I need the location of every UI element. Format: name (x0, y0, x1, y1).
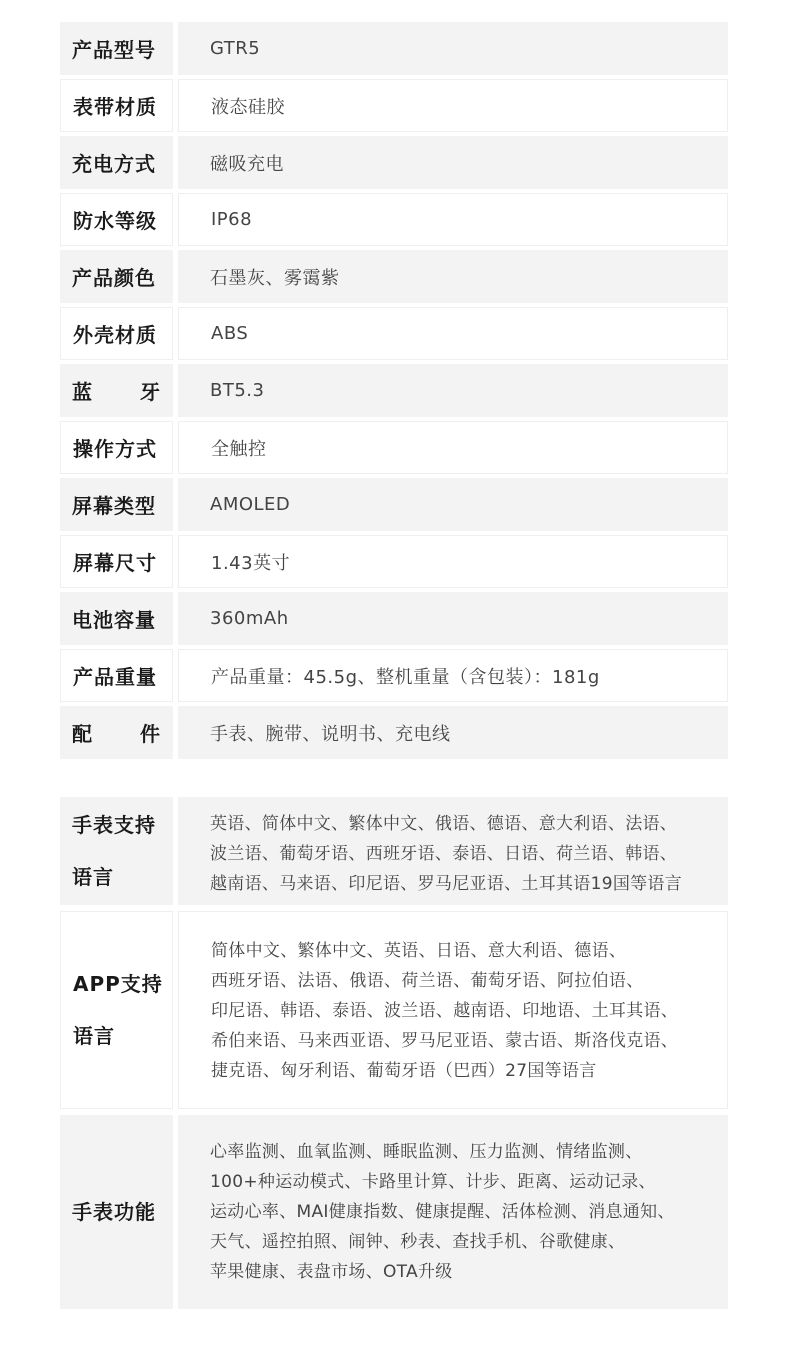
spec-value: 产品重量：45.5g、整机重量（含包装）：181g (178, 649, 728, 702)
text-line: 印尼语、韩语、泰语、波兰语、越南语、印地语、土耳其语、 (211, 1001, 679, 1021)
spec-label-char: 件 (140, 722, 161, 746)
app-languages-block (60, 911, 728, 1109)
label-line: 手表支持 (72, 813, 156, 837)
spec-value: 360mAh (178, 592, 728, 645)
watch-languages-label (60, 797, 173, 905)
spec-row-color (60, 250, 728, 303)
text-line: 100+种运动模式、卡路里计算、计步、距离、运动记录、 (210, 1172, 656, 1192)
watch-languages-value (178, 797, 728, 905)
text-line: 运动心率、MAI健康指数、健康提醒、活体检测、消息通知、 (210, 1202, 675, 1222)
spec-label (60, 364, 173, 417)
spec-row-waterproof (60, 193, 728, 246)
text-line: 简体中文、繁体中文、英语、日语、意大利语、德语、 (211, 941, 627, 961)
text-line: 希伯来语、马来西亚语、罗马尼亚语、蒙古语、斯洛伐克语、 (211, 1031, 679, 1051)
spec-value: 石墨灰、雾霭紫 (178, 250, 728, 303)
app-languages-value (178, 911, 728, 1109)
spec-value: 全触控 (178, 421, 728, 474)
text-line: 苹果健康、表盘市场、OTA升级 (210, 1262, 453, 1282)
text-line: 英语、简体中文、繁体中文、俄语、德语、意大利语、法语、 (210, 814, 678, 834)
spec-label: 电池容量 (60, 592, 173, 645)
spec-label: 充电方式 (60, 136, 173, 189)
spec-row-bluetooth (60, 364, 728, 417)
spec-label: 外壳材质 (60, 307, 173, 360)
spec-row-model (60, 22, 728, 75)
spec-label: 操作方式 (60, 421, 173, 474)
spec-label: 产品重量 (60, 649, 173, 702)
label-line: APP支持 (73, 972, 163, 996)
spec-value: 液态硅胶 (178, 79, 728, 132)
spec-table (60, 22, 728, 763)
text-line: 捷克语、匈牙利语、葡萄牙语（巴西）27国等语言 (211, 1061, 597, 1081)
spec-label: 屏幕类型 (60, 478, 173, 531)
spec-value: ABS (178, 307, 728, 360)
spec-label: 表带材质 (60, 79, 173, 132)
spec-row-shell-material (60, 307, 728, 360)
spec-label: 防水等级 (60, 193, 173, 246)
watch-functions-block (60, 1115, 728, 1309)
spec-row-strap-material (60, 79, 728, 132)
spec-row-operation (60, 421, 728, 474)
spec-label-char: 蓝 (72, 380, 93, 404)
spec-label: 屏幕尺寸 (60, 535, 173, 588)
spec-row-screen-size (60, 535, 728, 588)
text-line: 波兰语、葡萄牙语、西班牙语、泰语、日语、荷兰语、韩语、 (210, 844, 678, 864)
spec-label-char: 配 (72, 722, 93, 746)
label-line: 语言 (72, 865, 114, 889)
text-line: 心率监测、血氧监测、睡眠监测、压力监测、情绪监测、 (210, 1142, 643, 1162)
spec-label: 产品颜色 (60, 250, 173, 303)
spec-value: 1.43英寸 (178, 535, 728, 588)
spec-value: GTR5 (178, 22, 728, 75)
text-line: 西班牙语、法语、俄语、荷兰语、葡萄牙语、阿拉伯语、 (211, 971, 644, 991)
text-line: 天气、遥控拍照、闹钟、秒表、查找手机、谷歌健康、 (210, 1232, 626, 1252)
spec-label: 产品型号 (60, 22, 173, 75)
spec-value: 手表、腕带、说明书、充电线 (178, 706, 728, 759)
spec-row-screen-type (60, 478, 728, 531)
watch-languages-block (60, 797, 728, 905)
spec-value: 磁吸充电 (178, 136, 728, 189)
text-line: 越南语、马来语、印尼语、罗马尼亚语、土耳其语19国等语言 (210, 874, 683, 894)
spec-label-char: 牙 (140, 380, 161, 404)
label-line: 语言 (73, 1024, 115, 1048)
spec-value: BT5.3 (178, 364, 728, 417)
spec-label (60, 706, 173, 759)
app-languages-label (60, 911, 173, 1109)
spec-value: AMOLED (178, 478, 728, 531)
spec-row-battery (60, 592, 728, 645)
spec-row-accessories (60, 706, 728, 759)
spec-value: IP68 (178, 193, 728, 246)
spec-row-weight (60, 649, 728, 702)
language-function-table (60, 797, 728, 1315)
watch-functions-label: 手表功能 (60, 1115, 173, 1309)
spec-row-charging (60, 136, 728, 189)
watch-functions-value (178, 1115, 728, 1309)
